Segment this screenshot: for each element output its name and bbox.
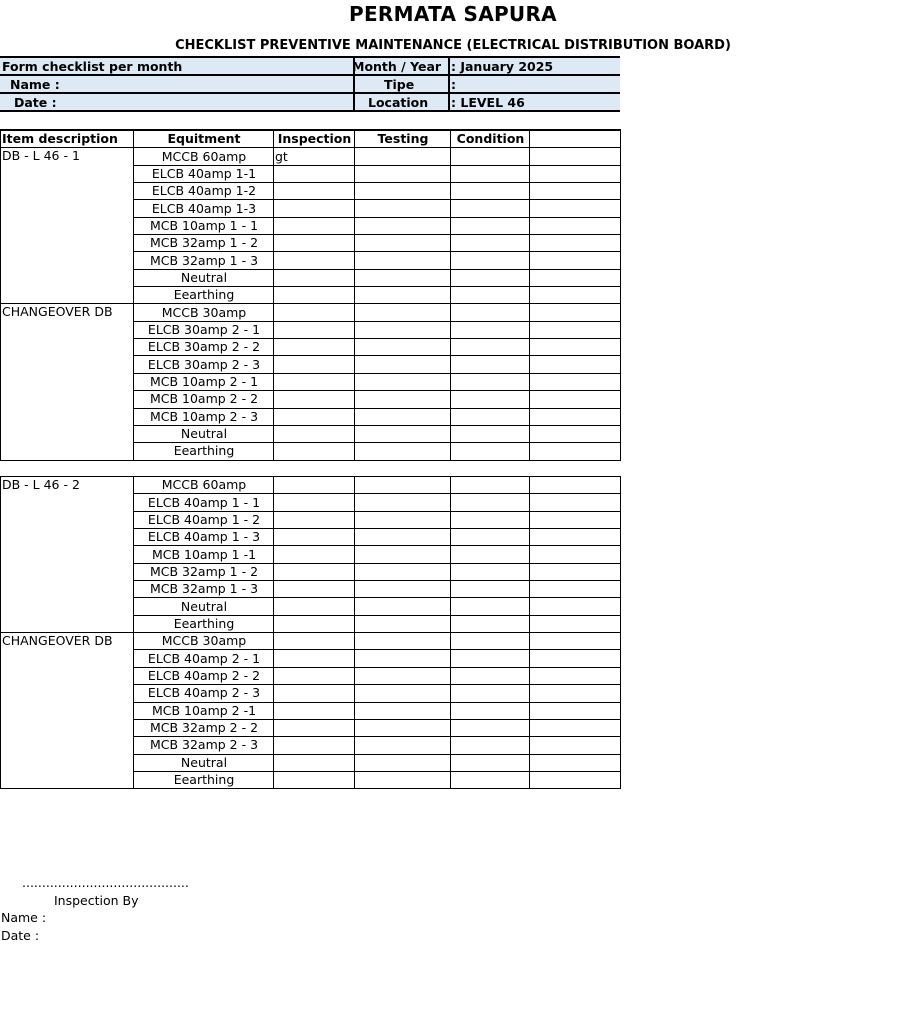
inspection-cell[interactable]	[274, 529, 355, 546]
equipment-cell: Neutral	[134, 598, 274, 615]
extra-cell[interactable]	[530, 615, 621, 632]
equipment-cell: MCCB 30amp	[134, 304, 274, 321]
inspection-cell[interactable]	[274, 737, 355, 754]
testing-cell[interactable]	[355, 391, 451, 408]
extra-cell[interactable]	[530, 685, 621, 702]
extra-cell[interactable]	[530, 356, 621, 373]
extra-cell[interactable]	[530, 494, 621, 511]
table-row	[1, 148, 621, 165]
testing-cell[interactable]	[355, 494, 451, 511]
extra-cell[interactable]	[530, 252, 621, 269]
item-description-cell: CHANGEOVER DB	[1, 633, 134, 789]
condition-cell[interactable]	[451, 737, 530, 754]
table-header-row	[1, 130, 621, 148]
condition-cell[interactable]	[451, 719, 530, 736]
equipment-cell: ELCB 40amp 1-1	[134, 165, 274, 182]
equipment-cell: ELCB 40amp 2 - 3	[134, 685, 274, 702]
month-year-label: Month / Year	[352, 59, 442, 74]
condition-cell[interactable]	[451, 702, 530, 719]
condition-cell[interactable]	[451, 771, 530, 788]
condition-cell[interactable]	[451, 408, 530, 425]
equipment-cell: MCCB 60amp	[134, 148, 274, 165]
equipment-cell: Neutral	[134, 425, 274, 442]
footer-date-label: Date :	[1, 928, 40, 943]
table-row	[1, 477, 621, 494]
item-description-cell: CHANGEOVER DB	[1, 304, 134, 460]
condition-cell[interactable]	[451, 252, 530, 269]
condition-cell[interactable]	[451, 633, 530, 650]
item-description-cell: DB - L 46 - 1	[1, 148, 134, 304]
equipment-cell: ELCB 40amp 1 - 3	[134, 529, 274, 546]
inspection-cell[interactable]	[274, 754, 355, 771]
inspection-cell[interactable]	[274, 494, 355, 511]
testing-cell[interactable]	[355, 252, 451, 269]
condition-cell[interactable]	[451, 443, 530, 460]
condition-cell[interactable]	[451, 615, 530, 632]
condition-cell[interactable]	[451, 217, 530, 234]
testing-cell[interactable]	[355, 529, 451, 546]
inspection-cell[interactable]	[274, 252, 355, 269]
testing-cell[interactable]	[355, 183, 451, 200]
tipe-value: :	[451, 77, 456, 92]
extra-cell[interactable]	[530, 633, 621, 650]
inspection-cell[interactable]	[274, 546, 355, 563]
extra-cell[interactable]	[530, 217, 621, 234]
condition-cell[interactable]	[451, 494, 530, 511]
extra-cell[interactable]	[530, 373, 621, 390]
column-header	[530, 130, 621, 148]
extra-cell[interactable]	[530, 443, 621, 460]
extra-cell[interactable]	[530, 339, 621, 356]
inspection-cell[interactable]	[274, 443, 355, 460]
extra-cell[interactable]	[530, 425, 621, 442]
extra-cell[interactable]	[530, 598, 621, 615]
testing-cell[interactable]	[355, 477, 451, 494]
extra-cell[interactable]	[530, 183, 621, 200]
document-subtitle: CHECKLIST PREVENTIVE MAINTENANCE (ELECTRICAL DISTRIBUTION BOARD)	[175, 38, 731, 53]
inspection-cell[interactable]	[274, 719, 355, 736]
extra-cell[interactable]	[530, 287, 621, 304]
equipment-cell: MCB 10amp 1 - 1	[134, 217, 274, 234]
condition-cell[interactable]	[451, 183, 530, 200]
table-row	[1, 304, 621, 321]
inspection-cell[interactable]	[274, 321, 355, 338]
condition-cell[interactable]	[451, 511, 530, 528]
header-rule	[0, 92, 620, 94]
extra-cell[interactable]	[530, 477, 621, 494]
inspection-cell[interactable]	[274, 408, 355, 425]
equipment-cell: ELCB 40amp 2 - 2	[134, 667, 274, 684]
testing-cell[interactable]	[355, 287, 451, 304]
condition-cell[interactable]	[451, 321, 530, 338]
inspection-cell[interactable]	[274, 287, 355, 304]
signature-line: ..........................................	[22, 875, 189, 890]
inspection-cell[interactable]	[274, 373, 355, 390]
extra-cell[interactable]	[530, 200, 621, 217]
extra-cell[interactable]	[530, 563, 621, 580]
inspection-cell[interactable]	[274, 563, 355, 580]
testing-cell[interactable]	[355, 339, 451, 356]
extra-cell[interactable]	[530, 165, 621, 182]
inspection-cell[interactable]	[274, 598, 355, 615]
condition-cell[interactable]	[451, 287, 530, 304]
inspection-cell[interactable]	[274, 391, 355, 408]
testing-cell[interactable]	[355, 321, 451, 338]
equipment-cell: ELCB 30amp 2 - 2	[134, 339, 274, 356]
testing-cell[interactable]	[355, 200, 451, 217]
inspection-cell[interactable]	[274, 650, 355, 667]
equipment-cell: MCB 32amp 2 - 3	[134, 737, 274, 754]
condition-cell[interactable]	[451, 339, 530, 356]
extra-cell[interactable]	[530, 304, 621, 321]
inspection-cell[interactable]	[274, 702, 355, 719]
column-header: Testing	[355, 130, 451, 148]
equipment-cell: Eearthing	[134, 615, 274, 632]
inspection-cell[interactable]	[274, 633, 355, 650]
equipment-cell: MCCB 30amp	[134, 633, 274, 650]
condition-cell[interactable]	[451, 304, 530, 321]
inspection-cell[interactable]	[274, 477, 355, 494]
equipment-cell: ELCB 30amp 2 - 3	[134, 356, 274, 373]
equipment-cell: MCB 32amp 2 - 2	[134, 719, 274, 736]
inspection-cell[interactable]	[274, 511, 355, 528]
month-year-value: : January 2025	[451, 59, 554, 74]
spacer-cell	[1, 460, 621, 477]
condition-cell[interactable]	[451, 667, 530, 684]
checklist-body	[1, 148, 621, 789]
extra-cell[interactable]	[530, 408, 621, 425]
testing-cell[interactable]	[355, 737, 451, 754]
equipment-cell: Eearthing	[134, 771, 274, 788]
equipment-cell: MCB 32amp 1 - 2	[134, 235, 274, 252]
testing-cell[interactable]	[355, 685, 451, 702]
extra-cell[interactable]	[530, 667, 621, 684]
header-divider	[448, 56, 450, 112]
checklist-table	[0, 129, 621, 789]
equipment-cell: MCB 32amp 1 - 3	[134, 252, 274, 269]
testing-cell[interactable]	[355, 754, 451, 771]
spacer-row	[1, 460, 621, 477]
equipment-cell: MCCB 60amp	[134, 477, 274, 494]
column-header: Condition	[451, 130, 530, 148]
condition-cell[interactable]	[451, 235, 530, 252]
column-header: Inspection	[274, 130, 355, 148]
testing-cell[interactable]	[355, 235, 451, 252]
inspection-by-label: Inspection By	[54, 893, 139, 908]
inspection-cell[interactable]	[274, 339, 355, 356]
inspection-cell[interactable]	[274, 235, 355, 252]
testing-cell[interactable]	[355, 217, 451, 234]
location-label: Location	[368, 95, 429, 110]
equipment-cell: MCB 10amp 1 -1	[134, 546, 274, 563]
testing-cell[interactable]	[355, 702, 451, 719]
condition-cell[interactable]	[451, 685, 530, 702]
extra-cell[interactable]	[530, 269, 621, 286]
location-value: : LEVEL 46	[451, 95, 525, 110]
tipe-label: Tipe	[384, 77, 415, 92]
inspection-cell[interactable]: gt	[274, 148, 355, 165]
equipment-cell: MCB 10amp 2 - 3	[134, 408, 274, 425]
testing-cell[interactable]	[355, 304, 451, 321]
extra-cell[interactable]	[530, 321, 621, 338]
extra-cell[interactable]	[530, 771, 621, 788]
condition-cell[interactable]	[451, 165, 530, 182]
inspection-cell[interactable]	[274, 183, 355, 200]
condition-cell[interactable]	[451, 269, 530, 286]
inspection-cell[interactable]	[274, 581, 355, 598]
column-header: Equitment	[134, 130, 274, 148]
equipment-cell: MCB 32amp 1 - 3	[134, 581, 274, 598]
header-row-3-bg	[0, 94, 620, 111]
equipment-cell: ELCB 30amp 2 - 1	[134, 321, 274, 338]
condition-cell[interactable]	[451, 356, 530, 373]
testing-cell[interactable]	[355, 148, 451, 165]
equipment-cell: ELCB 40amp 1-2	[134, 183, 274, 200]
testing-cell[interactable]	[355, 667, 451, 684]
equipment-cell: ELCB 40amp 1 - 1	[134, 494, 274, 511]
item-description-cell: DB - L 46 - 2	[1, 477, 134, 633]
condition-cell[interactable]	[451, 477, 530, 494]
extra-cell[interactable]	[530, 235, 621, 252]
condition-cell[interactable]	[451, 754, 530, 771]
testing-cell[interactable]	[355, 443, 451, 460]
testing-cell[interactable]	[355, 633, 451, 650]
equipment-cell: MCB 10amp 2 - 2	[134, 391, 274, 408]
table-row	[1, 633, 621, 650]
extra-cell[interactable]	[530, 529, 621, 546]
inspection-cell[interactable]	[274, 685, 355, 702]
inspection-cell[interactable]	[274, 356, 355, 373]
condition-cell[interactable]	[451, 200, 530, 217]
inspection-cell[interactable]	[274, 269, 355, 286]
equipment-cell: MCB 10amp 2 -1	[134, 702, 274, 719]
condition-cell[interactable]	[451, 425, 530, 442]
inspection-cell[interactable]	[274, 217, 355, 234]
equipment-cell: Neutral	[134, 269, 274, 286]
testing-cell[interactable]	[355, 408, 451, 425]
inspection-cell[interactable]	[274, 200, 355, 217]
condition-cell[interactable]	[451, 546, 530, 563]
document-title: PERMATA SAPURA	[349, 2, 557, 26]
condition-cell[interactable]	[451, 148, 530, 165]
equipment-cell: Eearthing	[134, 443, 274, 460]
inspection-cell[interactable]	[274, 425, 355, 442]
inspection-cell[interactable]	[274, 615, 355, 632]
condition-cell[interactable]	[451, 650, 530, 667]
condition-cell[interactable]	[451, 598, 530, 615]
inspection-cell[interactable]	[274, 165, 355, 182]
inspection-cell[interactable]	[274, 771, 355, 788]
footer-name-label: Name :	[1, 910, 47, 925]
testing-cell[interactable]	[355, 598, 451, 615]
testing-cell[interactable]	[355, 771, 451, 788]
extra-cell[interactable]	[530, 391, 621, 408]
testing-cell[interactable]	[355, 425, 451, 442]
condition-cell[interactable]	[451, 563, 530, 580]
testing-cell[interactable]	[355, 356, 451, 373]
condition-cell[interactable]	[451, 373, 530, 390]
testing-cell[interactable]	[355, 269, 451, 286]
header-date-label: Date :	[14, 95, 57, 110]
column-header: Item description	[1, 130, 134, 148]
extra-cell[interactable]	[530, 511, 621, 528]
equipment-cell: MCB 10amp 2 - 1	[134, 373, 274, 390]
form-label: Form checklist per month	[2, 59, 183, 74]
extra-cell[interactable]	[530, 546, 621, 563]
equipment-cell: ELCB 40amp 1 - 2	[134, 511, 274, 528]
testing-cell[interactable]	[355, 546, 451, 563]
testing-cell[interactable]	[355, 719, 451, 736]
extra-cell[interactable]	[530, 148, 621, 165]
testing-cell[interactable]	[355, 615, 451, 632]
extra-cell[interactable]	[530, 737, 621, 754]
testing-cell[interactable]	[355, 511, 451, 528]
condition-cell[interactable]	[451, 391, 530, 408]
testing-cell[interactable]	[355, 373, 451, 390]
testing-cell[interactable]	[355, 650, 451, 667]
header-rule	[0, 110, 620, 112]
condition-cell[interactable]	[451, 581, 530, 598]
inspection-cell[interactable]	[274, 667, 355, 684]
equipment-cell: Eearthing	[134, 287, 274, 304]
equipment-cell: ELCB 40amp 1-3	[134, 200, 274, 217]
testing-cell[interactable]	[355, 563, 451, 580]
header-name-label: Name :	[10, 77, 60, 92]
equipment-cell: MCB 32amp 1 - 2	[134, 563, 274, 580]
extra-cell[interactable]	[530, 754, 621, 771]
extra-cell[interactable]	[530, 702, 621, 719]
extra-cell[interactable]	[530, 719, 621, 736]
inspection-cell[interactable]	[274, 304, 355, 321]
condition-cell[interactable]	[451, 529, 530, 546]
extra-cell[interactable]	[530, 650, 621, 667]
header-row-2-bg	[0, 76, 620, 93]
equipment-cell: ELCB 40amp 2 - 1	[134, 650, 274, 667]
testing-cell[interactable]	[355, 165, 451, 182]
equipment-cell: Neutral	[134, 754, 274, 771]
extra-cell[interactable]	[530, 581, 621, 598]
testing-cell[interactable]	[355, 581, 451, 598]
